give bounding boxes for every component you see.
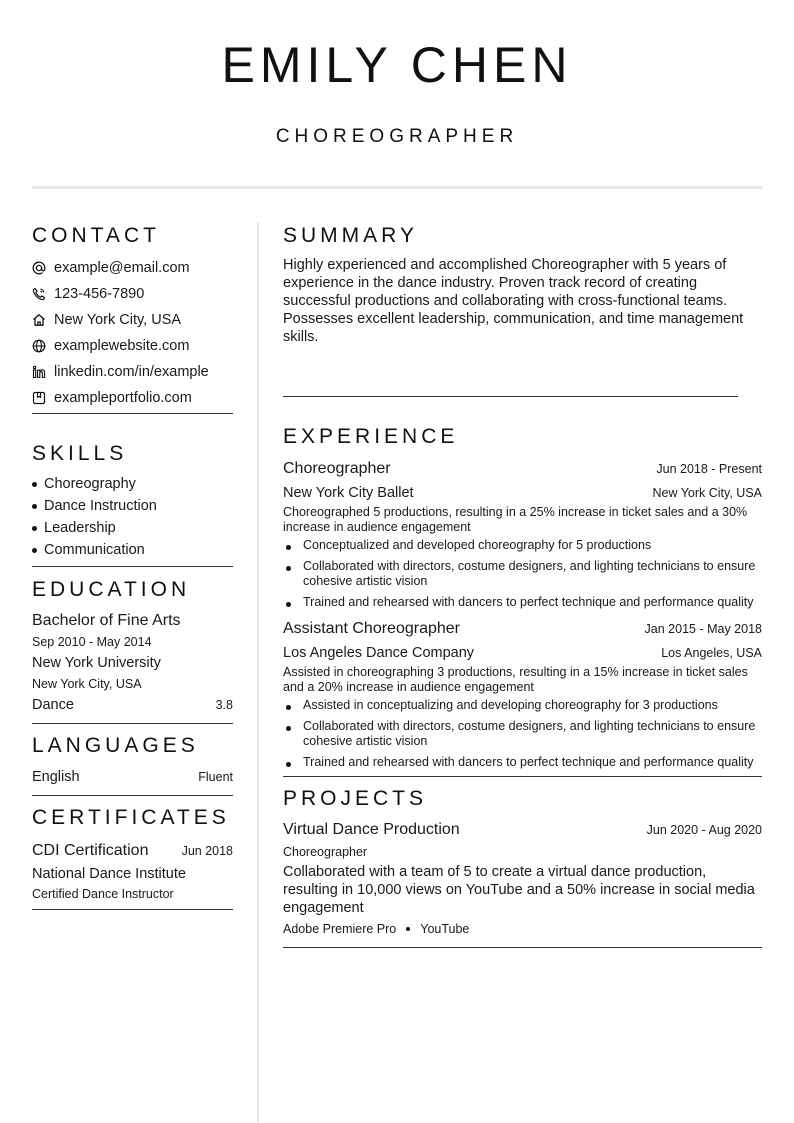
project-title: Virtual Dance Production [283, 821, 460, 838]
education-heading: EDUCATION [32, 578, 191, 601]
contact-location-text: New York City, USA [54, 312, 182, 328]
skill-item [32, 539, 233, 561]
job-dates: Jun 2018 - Present [656, 462, 762, 476]
summary-section [283, 222, 762, 397]
languages-section [32, 732, 233, 796]
education-dates: Sep 2010 - May 2014 [32, 635, 152, 649]
bullet-icon [32, 482, 37, 487]
education-divider [32, 723, 233, 724]
globe-icon [32, 339, 46, 353]
skills-divider [32, 566, 233, 567]
contact-linkedin[interactable] [32, 359, 233, 385]
column-divider [257, 222, 259, 1123]
contact-website-text: examplewebsite.com [54, 338, 190, 354]
certificates-divider [32, 909, 233, 910]
job-bullet: Trained and rehearsed with dancers to perfect technique and performance quality [283, 755, 762, 770]
job-org: New York City Ballet [283, 485, 414, 501]
bullet-icon [286, 762, 291, 767]
language-level: Fluent [198, 770, 233, 784]
job-org-row [283, 482, 762, 504]
contact-location [32, 307, 233, 333]
job-location: Los Angeles, USA [661, 646, 762, 660]
bullet-icon [32, 504, 37, 509]
projects-heading: PROJECTS [283, 787, 428, 810]
contact-email-text: example@email.com [54, 260, 190, 276]
education-section [32, 576, 233, 724]
certificate-org: National Dance Institute [32, 866, 186, 882]
job-bullet: Trained and rehearsed with dancers to perfect technique and performance quality [283, 595, 762, 610]
skill-item [32, 517, 233, 539]
education-field-row [32, 694, 233, 716]
education-field: Dance [32, 697, 74, 713]
job-org-row [283, 642, 762, 664]
job-desc: Choreographed 5 productions, resulting in a 25% increase in ticket sales and a 30% increase in audience engagement [283, 505, 748, 534]
job-bullet: Assisted in conceptualizing and developing choreography for 3 productions [283, 698, 762, 713]
job-desc: Assisted in choreographing 3 productions, resulting in a 15% increase in ticket sales and a 20% increase in audience engagement [283, 665, 748, 694]
languages-heading: LANGUAGES [32, 734, 199, 757]
contact-portfolio-text: exampleportfolio.com [54, 390, 192, 406]
language-name: English [32, 769, 80, 785]
bullet-icon [286, 545, 291, 550]
phone-icon [32, 287, 46, 301]
contact-linkedin-text: linkedin.com/in/example [54, 364, 209, 380]
candidate-name: EMILY CHEN [221, 37, 573, 93]
home-icon [32, 313, 46, 327]
skill-item [32, 473, 233, 495]
left-column [32, 222, 233, 910]
job-bullets [283, 538, 762, 610]
certificate-name-row [32, 839, 233, 863]
certificates-heading: CERTIFICATES [32, 806, 230, 829]
projects-divider [283, 947, 762, 948]
bullet-icon [32, 526, 37, 531]
skill-label: Choreography [44, 476, 136, 492]
education-school: New York University [32, 655, 161, 671]
project-tools [283, 919, 762, 939]
job-org: Los Angeles Dance Company [283, 645, 475, 661]
project-desc: Collaborated with a team of 5 to create a virtual dance production, resulting in 10,000 views on YouTube and a 50% increase in social media engagement [283, 864, 755, 916]
contact-phone[interactable] [32, 281, 233, 307]
project-title-row [283, 818, 762, 842]
skill-label: Leadership [44, 520, 116, 536]
at-icon [32, 261, 46, 275]
certificates-section [32, 804, 233, 910]
education-degree: Bachelor of Fine Arts [32, 612, 181, 629]
skill-item [32, 495, 233, 517]
project-dates: Jun 2020 - Aug 2020 [646, 823, 762, 837]
project-role: Choreographer [283, 845, 368, 859]
job-entry [283, 616, 762, 770]
summary-heading: SUMMARY [283, 224, 418, 247]
projects-section [283, 785, 762, 948]
candidate-role: CHOREOGRAPHER [275, 126, 519, 147]
skill-label: Communication [44, 542, 145, 558]
job-title: Choreographer [283, 460, 391, 477]
certificate-desc: Certified Dance Instructor [32, 887, 174, 901]
contact-divider [32, 413, 233, 414]
experience-heading: EXPERIENCE [283, 425, 459, 448]
contact-portfolio[interactable] [32, 385, 233, 411]
bullet-icon [32, 548, 37, 553]
job-location: New York City, USA [652, 486, 762, 500]
education-location: New York City, USA [32, 677, 142, 691]
job-title-row [283, 456, 762, 482]
job-bullet: Conceptualized and developed choreography for 5 productions [283, 538, 762, 553]
right-column [283, 222, 762, 948]
project-entry [283, 818, 762, 939]
job-bullets [283, 698, 762, 770]
bullet-icon [286, 705, 291, 710]
skills-heading: SKILLS [32, 442, 128, 465]
skill-label: Dance Instruction [44, 498, 157, 514]
certificate-date: Jun 2018 [181, 844, 233, 858]
header-divider [32, 186, 762, 189]
experience-divider [283, 776, 762, 777]
project-tool: Adobe Premiere Pro [283, 922, 397, 936]
bullet-icon [286, 726, 291, 731]
summary-text: Highly experienced and accomplished Choreographer with 5 years of experience in the dance industry. Proven track record of creating successful productions and collaborating with cross-functional teams. Possesses excellent leadership, communication, and time management skills. [283, 257, 744, 345]
bullet-icon [286, 566, 291, 571]
separator-dot-icon [406, 927, 410, 931]
contact-heading: CONTACT [32, 224, 160, 247]
contact-email[interactable] [32, 255, 233, 281]
job-bullet: Collaborated with directors, costume designers, and lighting technicians to ensure cohesive artistic vision [283, 559, 762, 589]
languages-divider [32, 795, 233, 796]
job-title-row [283, 616, 762, 642]
contact-website[interactable] [32, 333, 233, 359]
bullet-icon [286, 602, 291, 607]
certificate-name: CDI Certification [32, 842, 149, 859]
job-entry [283, 456, 762, 610]
linkedin-icon [32, 365, 46, 379]
contact-section [32, 222, 233, 414]
job-dates: Jan 2015 - May 2018 [644, 622, 762, 636]
education-gpa: 3.8 [215, 698, 233, 712]
project-tool: YouTube [420, 922, 470, 936]
contact-phone-text: 123-456-7890 [54, 286, 145, 302]
job-bullet: Collaborated with directors, costume designers, and lighting technicians to ensure cohesive artistic vision [283, 719, 762, 749]
language-item [32, 765, 233, 789]
summary-divider [283, 396, 738, 397]
experience-section [283, 423, 762, 777]
job-title: Assistant Choreographer [283, 620, 460, 637]
skills-section [32, 440, 233, 567]
portfolio-icon [32, 391, 46, 405]
